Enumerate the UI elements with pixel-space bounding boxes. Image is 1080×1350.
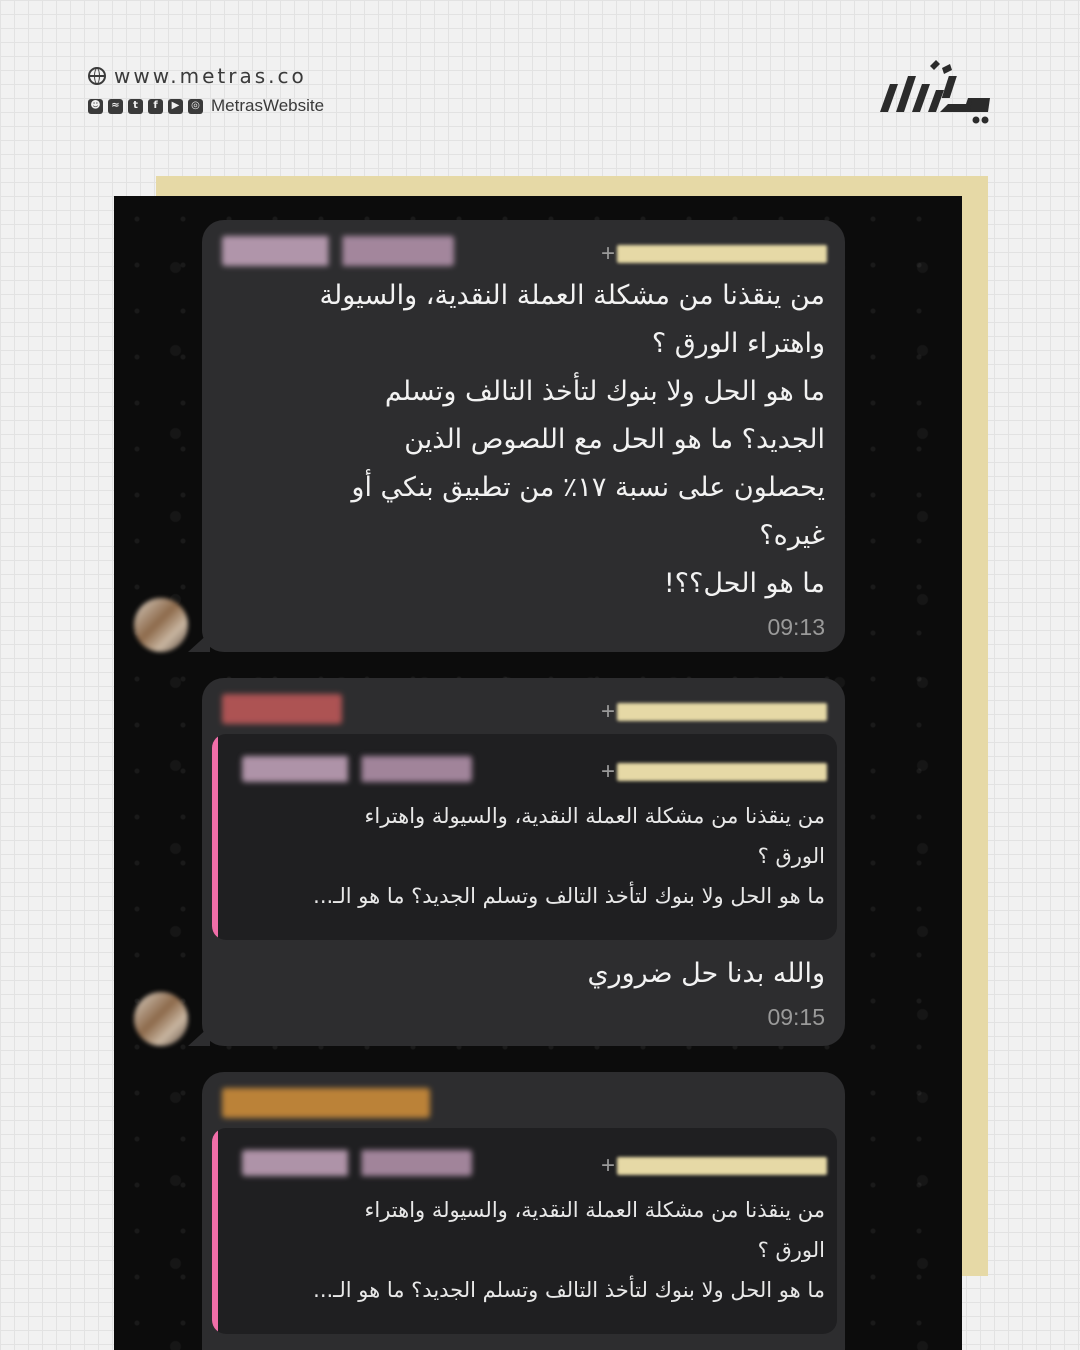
bubble-tail — [188, 632, 210, 652]
reply-accent-bar — [212, 734, 218, 940]
message-time: 09:15 — [767, 1004, 825, 1030]
phone-redaction — [617, 245, 827, 263]
chat-message[interactable] — [202, 678, 845, 1046]
social-handle: MetrasWebsite — [211, 96, 325, 115]
sender-phone: + — [601, 240, 827, 268]
phone-redaction — [617, 1157, 827, 1175]
reply-sender-redacted — [242, 1150, 472, 1176]
avatar[interactable] — [134, 992, 188, 1046]
sender-phone: + — [601, 698, 827, 726]
website-url-text: www.metras.co — [114, 64, 307, 88]
message-text: من ينقذنا من مشكلة العملة النقدية، والسيولة واهتراء الورق ؟ ما هو الحل ولا بنوك لتأخذ التالف وتسلم الجديد؟ ما هو الحل مع اللصوص الذين يحصلون على نسبة ١٧٪ من تطبيق بنكي أو غيره؟ ما هو الحل؟؟! — [319, 280, 825, 599]
chat-message[interactable] — [202, 1072, 845, 1350]
phone-redaction — [617, 703, 827, 721]
message-text: والله بدنا حل ضروري — [587, 958, 825, 989]
avatar[interactable] — [134, 598, 188, 652]
quoted-reply[interactable] — [212, 1128, 837, 1334]
social-links — [88, 96, 324, 116]
quoted-reply[interactable] — [212, 734, 837, 940]
chat-message[interactable] — [202, 220, 845, 652]
snapchat-icon[interactable]: ☻ — [88, 99, 103, 114]
reply-phone: + — [601, 1152, 827, 1180]
message-time: 09:13 — [767, 614, 825, 640]
metras-logo — [872, 54, 998, 128]
facebook-icon[interactable]: f — [148, 99, 163, 114]
sender-name-redacted — [222, 694, 342, 724]
instagram-icon[interactable]: ◎ — [188, 99, 203, 114]
youtube-icon[interactable]: ▶ — [168, 99, 183, 114]
reply-accent-bar — [212, 1128, 218, 1334]
reply-sender-redacted — [242, 756, 472, 782]
reply-text: من ينقذنا من مشكلة العملة النقدية، والسيولة واهتراء الورق ؟ ما هو الحل ولا بنوك لتأخذ التالف وتسلم الجديد؟ ما هو الـ... — [313, 1198, 825, 1302]
soundcloud-icon[interactable]: ≈ — [108, 99, 123, 114]
sender-name-redacted — [222, 236, 454, 266]
chat-screenshot — [114, 196, 962, 1350]
phone-redaction — [617, 763, 827, 781]
reply-phone: + — [601, 758, 827, 786]
reply-text: من ينقذنا من مشكلة العملة النقدية، والسيولة واهتراء الورق ؟ ما هو الحل ولا بنوك لتأخذ التالف وتسلم الجديد؟ ما هو الـ... — [313, 804, 825, 908]
bubble-tail — [188, 1026, 210, 1046]
website-url[interactable] — [88, 64, 307, 88]
globe-icon — [88, 67, 106, 85]
sender-name-redacted — [222, 1088, 430, 1118]
twitter-icon[interactable]: t — [128, 99, 143, 114]
